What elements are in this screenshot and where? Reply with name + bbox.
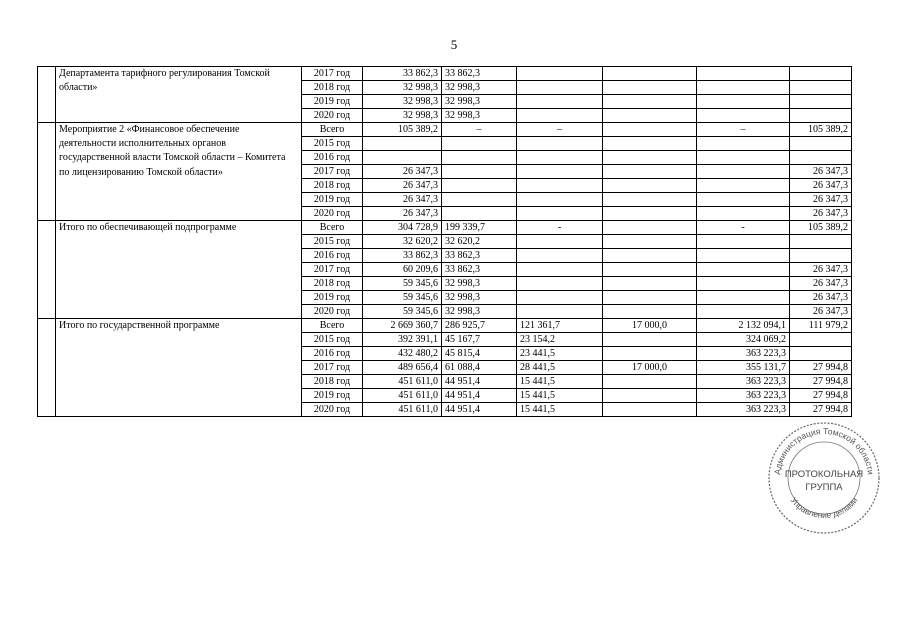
year-cell: 2019 год xyxy=(302,389,363,403)
year-cell: Всего xyxy=(302,221,363,235)
amount-cell-c6 xyxy=(790,67,852,81)
amount-cell-c4 xyxy=(603,389,697,403)
year-cell: 2015 год xyxy=(302,235,363,249)
amount-cell-c5: 363 223,3 xyxy=(697,403,790,417)
amount-cell-c2 xyxy=(442,207,517,221)
amount-cell-c3: - xyxy=(517,221,603,235)
amount-cell-c4 xyxy=(603,137,697,151)
amount-cell-c3 xyxy=(517,207,603,221)
amount-cell-c4 xyxy=(603,347,697,361)
amount-cell-c3: 15 441,5 xyxy=(517,375,603,389)
amount-cell-c5 xyxy=(697,81,790,95)
page-number: 5 xyxy=(450,37,458,52)
amount-cell-c3 xyxy=(517,81,603,95)
amount-cell-total: 105 389,2 xyxy=(363,123,442,137)
amount-cell-c4: 17 000,0 xyxy=(603,361,697,375)
year-cell: 2018 год xyxy=(302,81,363,95)
amount-cell-c5: - xyxy=(697,221,790,235)
amount-cell-total: 59 345,6 xyxy=(363,277,442,291)
amount-cell-total: 2 669 360,7 xyxy=(363,319,442,333)
amount-cell-c5 xyxy=(697,95,790,109)
amount-cell-c2 xyxy=(442,137,517,151)
amount-cell-c6: 27 994,8 xyxy=(790,375,852,389)
year-cell: 2018 год xyxy=(302,277,363,291)
amount-cell-c6: 26 347,3 xyxy=(790,263,852,277)
amount-cell-c4 xyxy=(603,165,697,179)
amount-cell-c3 xyxy=(517,137,603,151)
table-row xyxy=(38,221,852,235)
amount-cell-c3 xyxy=(517,109,603,123)
amount-cell-total: 392 391,1 xyxy=(363,333,442,347)
amount-cell-c5 xyxy=(697,291,790,305)
amount-cell-c3 xyxy=(517,193,603,207)
amount-cell-c5 xyxy=(697,67,790,81)
row-index-cell xyxy=(38,319,56,417)
amount-cell-c4 xyxy=(603,179,697,193)
year-cell: 2016 год xyxy=(302,249,363,263)
amount-cell-c6 xyxy=(790,109,852,123)
amount-cell-c6 xyxy=(790,347,852,361)
measure-name: Мероприятие 2 «Финансовое обеспечение деятельности исполнительных органов государственной власти Томской области – Комитета по лицензированию Томской области» xyxy=(56,123,302,221)
amount-cell-total: 32 998,3 xyxy=(363,109,442,123)
stamp-center-line2: ГРУППА xyxy=(805,482,843,493)
amount-cell-c2: 45 167,7 xyxy=(442,333,517,347)
amount-cell-c5: 363 223,3 xyxy=(697,389,790,403)
amount-cell-c2: 199 339,7 xyxy=(442,221,517,235)
amount-cell-c4 xyxy=(603,291,697,305)
amount-cell-c4 xyxy=(603,151,697,165)
amount-cell-c5: 363 223,3 xyxy=(697,347,790,361)
amount-cell-total: 26 347,3 xyxy=(363,165,442,179)
amount-cell-total: 451 611,0 xyxy=(363,375,442,389)
amount-cell-c6 xyxy=(790,249,852,263)
table-row xyxy=(38,319,852,333)
amount-cell-c2: – xyxy=(442,123,517,137)
row-index-cell xyxy=(38,123,56,221)
amount-cell-c3 xyxy=(517,277,603,291)
stamp-ring-bottom: Управление делами xyxy=(788,495,860,521)
amount-cell-c5 xyxy=(697,263,790,277)
year-cell: Всего xyxy=(302,319,363,333)
stamp-center-line1: ПРОТОКОЛЬНАЯ xyxy=(784,469,864,480)
amount-cell-c3 xyxy=(517,95,603,109)
amount-cell-total: 32 620,2 xyxy=(363,235,442,249)
amount-cell-c4 xyxy=(603,403,697,417)
stamp-ring-top: Администрация Томской области xyxy=(772,425,876,476)
amount-cell-c4 xyxy=(603,277,697,291)
amount-cell-c3 xyxy=(517,235,603,249)
amount-cell-c4 xyxy=(603,193,697,207)
year-cell: 2017 год xyxy=(302,263,363,277)
amount-cell-c5: 324 069,2 xyxy=(697,333,790,347)
protocol-group-stamp xyxy=(766,420,882,536)
amount-cell-c4 xyxy=(603,207,697,221)
table-row xyxy=(38,67,852,81)
amount-cell-total: 451 611,0 xyxy=(363,389,442,403)
year-cell: 2018 год xyxy=(302,375,363,389)
amount-cell-c2: 286 925,7 xyxy=(442,319,517,333)
amount-cell-c4 xyxy=(603,263,697,277)
amount-cell-c5 xyxy=(697,207,790,221)
amount-cell-c3 xyxy=(517,291,603,305)
amount-cell-total: 60 209,6 xyxy=(363,263,442,277)
amount-cell-c2 xyxy=(442,179,517,193)
amount-cell-c2: 33 862,3 xyxy=(442,67,517,81)
amount-cell-total: 59 345,6 xyxy=(363,305,442,319)
amount-cell-c6: 26 347,3 xyxy=(790,179,852,193)
amount-cell-c2: 32 620,2 xyxy=(442,235,517,249)
amount-cell-c5 xyxy=(697,193,790,207)
year-cell: 2016 год xyxy=(302,151,363,165)
amount-cell-c3 xyxy=(517,165,603,179)
amount-cell-c5 xyxy=(697,109,790,123)
amount-cell-total: 33 862,3 xyxy=(363,249,442,263)
amount-cell-total: 432 480,2 xyxy=(363,347,442,361)
amount-cell-c5 xyxy=(697,165,790,179)
amount-cell-c4 xyxy=(603,375,697,389)
amount-cell-c4 xyxy=(603,67,697,81)
amount-cell-c2: 44 951,4 xyxy=(442,403,517,417)
amount-cell-c2 xyxy=(442,165,517,179)
year-cell: 2018 год xyxy=(302,179,363,193)
amount-cell-c4 xyxy=(603,81,697,95)
amount-cell-total: 26 347,3 xyxy=(363,179,442,193)
amount-cell-total: 489 656,4 xyxy=(363,361,442,375)
year-cell: 2015 год xyxy=(302,137,363,151)
amount-cell-c4 xyxy=(603,333,697,347)
amount-cell-c5 xyxy=(697,137,790,151)
amount-cell-total: 59 345,6 xyxy=(363,291,442,305)
amount-cell-c3: 28 441,5 xyxy=(517,361,603,375)
amount-cell-total xyxy=(363,151,442,165)
amount-cell-total: 32 998,3 xyxy=(363,81,442,95)
amount-cell-c3 xyxy=(517,151,603,165)
amount-cell-c3 xyxy=(517,305,603,319)
amount-cell-c2: 32 998,3 xyxy=(442,305,517,319)
amount-cell-c3: – xyxy=(517,123,603,137)
amount-cell-c6: 111 979,2 xyxy=(790,319,852,333)
amount-cell-total: 451 611,0 xyxy=(363,403,442,417)
amount-cell-c2: 33 862,3 xyxy=(442,249,517,263)
amount-cell-c6 xyxy=(790,81,852,95)
amount-cell-c4 xyxy=(603,305,697,319)
amount-cell-c6: 26 347,3 xyxy=(790,305,852,319)
amount-cell-c5 xyxy=(697,249,790,263)
amount-cell-c6: 105 389,2 xyxy=(790,123,852,137)
year-cell: 2019 год xyxy=(302,291,363,305)
amount-cell-c6: 26 347,3 xyxy=(790,277,852,291)
amount-cell-c2 xyxy=(442,151,517,165)
year-cell: 2020 год xyxy=(302,207,363,221)
year-cell: 2020 год xyxy=(302,403,363,417)
amount-cell-c6: 26 347,3 xyxy=(790,291,852,305)
year-cell: 2020 год xyxy=(302,109,363,123)
amount-cell-c2: 44 951,4 xyxy=(442,375,517,389)
measure-name: Итого по государственной программе xyxy=(56,319,302,417)
amount-cell-c5: 363 223,3 xyxy=(697,375,790,389)
amount-cell-c3 xyxy=(517,263,603,277)
amount-cell-total xyxy=(363,137,442,151)
amount-cell-c6 xyxy=(790,333,852,347)
year-cell: 2019 год xyxy=(302,95,363,109)
amount-cell-c3: 23 154,2 xyxy=(517,333,603,347)
year-cell: 2017 год xyxy=(302,67,363,81)
year-cell: 2017 год xyxy=(302,165,363,179)
year-cell: Всего xyxy=(302,123,363,137)
amount-cell-c4: 17 000,0 xyxy=(603,319,697,333)
amount-cell-total: 26 347,3 xyxy=(363,207,442,221)
amount-cell-c5 xyxy=(697,235,790,249)
amount-cell-c5: 355 131,7 xyxy=(697,361,790,375)
amount-cell-c3 xyxy=(517,179,603,193)
amount-cell-total: 26 347,3 xyxy=(363,193,442,207)
amount-cell-c5 xyxy=(697,179,790,193)
amount-cell-c3: 15 441,5 xyxy=(517,403,603,417)
amount-cell-c2: 32 998,3 xyxy=(442,95,517,109)
amount-cell-c4 xyxy=(603,109,697,123)
measure-name: Департамента тарифного регулирования Томской области» xyxy=(56,67,302,123)
budget-table xyxy=(37,66,852,417)
amount-cell-c4 xyxy=(603,235,697,249)
amount-cell-c4 xyxy=(603,95,697,109)
amount-cell-c2: 44 951,4 xyxy=(442,389,517,403)
year-cell: 2017 год xyxy=(302,361,363,375)
year-cell: 2019 год xyxy=(302,193,363,207)
amount-cell-c2: 33 862,3 xyxy=(442,263,517,277)
amount-cell-total: 32 998,3 xyxy=(363,95,442,109)
amount-cell-c6 xyxy=(790,235,852,249)
amount-cell-c4 xyxy=(603,221,697,235)
table-row xyxy=(38,123,852,137)
amount-cell-total: 33 862,3 xyxy=(363,67,442,81)
amount-cell-c2 xyxy=(442,193,517,207)
amount-cell-c5 xyxy=(697,277,790,291)
amount-cell-c6 xyxy=(790,151,852,165)
amount-cell-c2: 61 088,4 xyxy=(442,361,517,375)
row-index-cell xyxy=(38,67,56,123)
amount-cell-c2: 32 998,3 xyxy=(442,291,517,305)
amount-cell-c3: 15 441,5 xyxy=(517,389,603,403)
amount-cell-c3 xyxy=(517,249,603,263)
amount-cell-c2: 45 815,4 xyxy=(442,347,517,361)
amount-cell-c6: 27 994,8 xyxy=(790,361,852,375)
amount-cell-c6: 27 994,8 xyxy=(790,403,852,417)
amount-cell-c3: 23 441,5 xyxy=(517,347,603,361)
amount-cell-c2: 32 998,3 xyxy=(442,277,517,291)
amount-cell-c2: 32 998,3 xyxy=(442,81,517,95)
measure-name: Итого по обеспечивающей подпрограмме xyxy=(56,221,302,319)
amount-cell-c6: 105 389,2 xyxy=(790,221,852,235)
amount-cell-c6: 26 347,3 xyxy=(790,193,852,207)
year-cell: 2015 год xyxy=(302,333,363,347)
year-cell: 2016 год xyxy=(302,347,363,361)
amount-cell-c6: 27 994,8 xyxy=(790,389,852,403)
amount-cell-c6: 26 347,3 xyxy=(790,207,852,221)
amount-cell-c6: 26 347,3 xyxy=(790,165,852,179)
amount-cell-c3: 121 361,7 xyxy=(517,319,603,333)
amount-cell-c4 xyxy=(603,123,697,137)
amount-cell-c5 xyxy=(697,151,790,165)
amount-cell-c5 xyxy=(697,305,790,319)
amount-cell-c6 xyxy=(790,95,852,109)
amount-cell-c4 xyxy=(603,249,697,263)
amount-cell-c5: – xyxy=(697,123,790,137)
amount-cell-total: 304 728,9 xyxy=(363,221,442,235)
year-cell: 2020 год xyxy=(302,305,363,319)
amount-cell-c6 xyxy=(790,137,852,151)
row-index-cell xyxy=(38,221,56,319)
amount-cell-c3 xyxy=(517,67,603,81)
amount-cell-c5: 2 132 094,1 xyxy=(697,319,790,333)
amount-cell-c2: 32 998,3 xyxy=(442,109,517,123)
